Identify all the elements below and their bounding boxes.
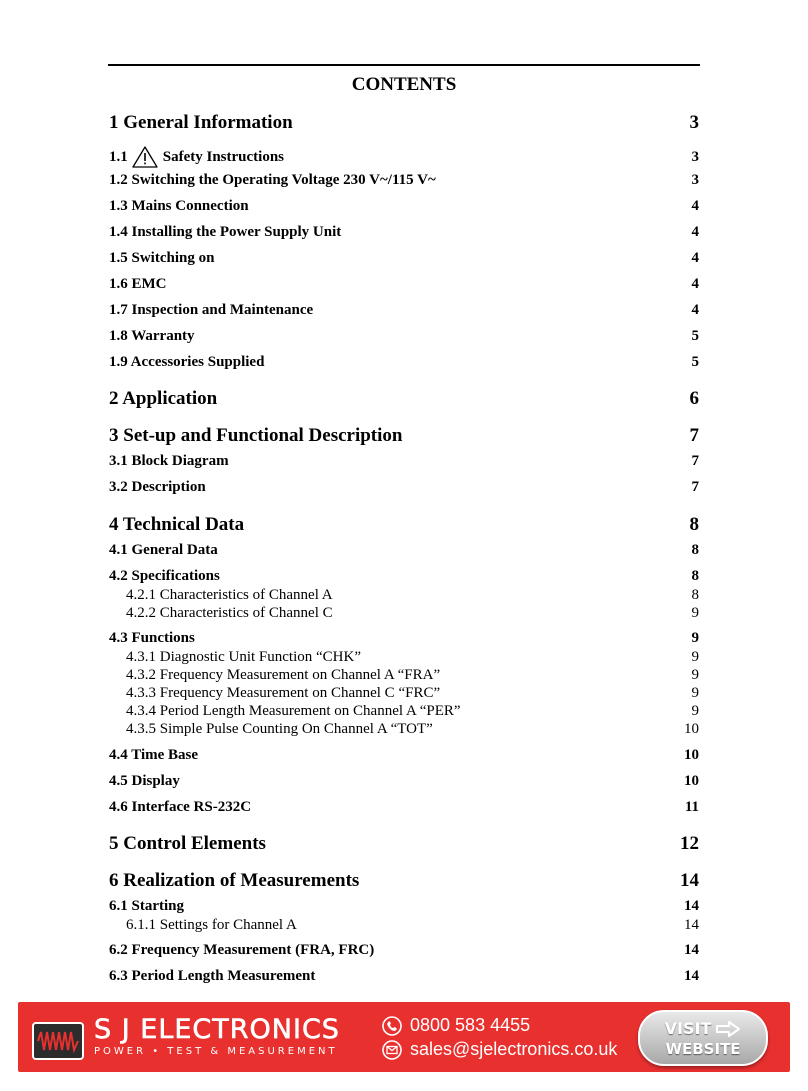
toc-entry[interactable] <box>109 388 699 410</box>
toc-entry-label <box>109 479 206 496</box>
toc-entry[interactable] <box>126 721 699 738</box>
toc-entry-text: 1.4 Installing the Power Supply Unit <box>109 224 342 240</box>
toc-entry-label <box>109 302 313 319</box>
toc-entry[interactable] <box>126 667 699 684</box>
toc-entry[interactable] <box>109 968 699 985</box>
toc-entry-text: 4.3.3 Frequency Measurement on Channel C “FRC” <box>126 685 441 701</box>
toc-entry-text: 4.3.1 Diagnostic Unit Function “CHK” <box>126 649 361 665</box>
toc-entry[interactable] <box>109 250 699 267</box>
toc-entry-text: Safety Instructions <box>162 148 285 165</box>
toc-entry[interactable] <box>126 685 699 702</box>
toc-page-number: 3 <box>689 112 699 133</box>
toc-page-number: 4 <box>691 224 699 240</box>
toc-page-number: 9 <box>691 685 699 701</box>
brand-name: S J ELECTRONICS <box>94 1014 340 1045</box>
page-title: CONTENTS <box>351 74 457 95</box>
toc-entry-text: 3.1 Block Diagram <box>109 453 229 469</box>
toc-entry-label <box>109 146 284 168</box>
toc-entry-label <box>109 453 229 470</box>
toc-entry-text: 5 Control Elements <box>109 833 266 854</box>
toc-entry-text: 6 Realization of Measurements <box>109 870 360 891</box>
toc-page-number: 11 <box>684 799 699 815</box>
toc-entry[interactable] <box>109 747 699 764</box>
toc-entry-text: 4.2 Specifications <box>109 568 220 584</box>
toc-entry[interactable] <box>109 146 699 168</box>
toc-entry-text: 4.4 Time Base <box>109 747 199 763</box>
toc-entry-label <box>126 721 433 738</box>
toc-entry[interactable] <box>109 799 699 816</box>
toc-page-number: 4 <box>691 302 699 318</box>
toc-entry[interactable] <box>109 453 699 470</box>
advert-banner[interactable] <box>18 1002 790 1072</box>
toc-page-number: 14 <box>684 942 699 958</box>
phone-number: 0800 583 4455 <box>410 1015 531 1035</box>
toc-entry[interactable] <box>109 898 699 915</box>
toc-entry-label <box>109 112 293 134</box>
toc-entry-text: 4.3.2 Frequency Measurement on Channel A “FRA” <box>126 667 441 683</box>
arrow-right-icon <box>715 1021 741 1037</box>
toc-entry-label <box>109 747 198 764</box>
toc-entry-text: 4.2.1 Characteristics of Channel A <box>126 587 333 603</box>
toc-entry-label <box>109 630 195 647</box>
toc-entry[interactable] <box>109 112 699 134</box>
toc-entry-label <box>126 605 333 622</box>
toc-entry-label <box>109 799 251 816</box>
toc-entry-label <box>109 198 249 215</box>
toc-entry-text: 1.5 Switching on <box>109 250 215 266</box>
toc-entry[interactable] <box>109 224 699 241</box>
toc-entry-label <box>109 968 315 985</box>
toc-page-number: 3 <box>691 148 699 165</box>
toc-entry-text: 4.2.2 Characteristics of Channel C <box>126 605 333 621</box>
toc-page-number: 14 <box>680 870 699 891</box>
toc-entry-label <box>109 328 195 345</box>
toc-entry-text: 4.3 Functions <box>109 630 195 646</box>
toc-entry-text: 3 Set-up and Functional Description <box>109 425 403 446</box>
toc-entry-text: 4.1 General Data <box>109 542 218 558</box>
toc-entry[interactable] <box>126 917 699 934</box>
toc-entry-label <box>109 942 374 959</box>
toc-entry[interactable] <box>109 870 699 892</box>
toc-page-number: 9 <box>691 630 699 646</box>
toc-entry-text: 2 Application <box>109 388 218 409</box>
email-icon <box>382 1040 402 1060</box>
toc-entry-text: 1.7 Inspection and Maintenance <box>109 302 314 318</box>
toc-entry[interactable] <box>109 479 699 496</box>
toc-entry-label <box>109 425 402 447</box>
toc-page-number: 12 <box>680 833 699 854</box>
toc-entry-text: 4 Technical Data <box>109 514 245 535</box>
toc-entry[interactable] <box>126 587 699 604</box>
toc-entry-label <box>126 703 461 720</box>
toc-entry-label <box>109 250 214 267</box>
toc-entry-label <box>126 917 297 934</box>
toc-page-number: 10 <box>684 747 699 763</box>
toc-entry-label <box>109 224 341 241</box>
toc-entry-text: 4.3.4 Period Length Measurement on Channel A “PER” <box>126 703 461 719</box>
toc-entry-label <box>109 568 220 585</box>
toc-entry[interactable] <box>109 630 699 647</box>
toc-entry-label <box>109 833 266 855</box>
toc-page-number: 4 <box>691 198 699 214</box>
email-address: sales@sjelectronics.co.uk <box>410 1039 618 1059</box>
toc-page-number: 14 <box>684 968 699 984</box>
phone-icon <box>382 1016 402 1036</box>
toc-page-number: 7 <box>691 453 699 469</box>
toc-entry-text: 6.3 Period Length Measurement <box>109 968 316 984</box>
toc-entry-label <box>126 667 440 684</box>
toc-entry[interactable] <box>109 302 699 319</box>
toc-page-number: 8 <box>691 568 699 584</box>
toc-page-number: 10 <box>684 721 699 737</box>
toc-page-number: 5 <box>691 354 699 370</box>
toc-page-number: 3 <box>691 172 699 188</box>
toc-entry-text: 4.6 Interface RS-232C <box>109 799 252 815</box>
toc-entry-text: 4.5 Display <box>109 773 180 789</box>
toc-entry-text: 4.3.5 Simple Pulse Counting On Channel A “TOT” <box>126 721 433 737</box>
toc-entry-label <box>109 542 218 559</box>
toc-page-number: 9 <box>691 605 699 621</box>
toc-entry-text: 1.3 Mains Connection <box>109 198 249 214</box>
toc-entry-label <box>109 354 264 371</box>
toc-entry-text: 6.1.1 Settings for Channel A <box>126 917 297 933</box>
toc-entry[interactable] <box>126 703 699 720</box>
toc-entry-label <box>126 587 333 604</box>
toc-entry-text: 3.2 Description <box>109 479 206 495</box>
toc-page-number: 9 <box>691 703 699 719</box>
toc-entry-label <box>109 172 436 189</box>
toc-entry-text: 1.2 Switching the Operating Voltage 230 V~/115 V~ <box>109 172 436 188</box>
email-contact[interactable] <box>382 1039 617 1060</box>
toc-page-number: 14 <box>684 917 699 933</box>
toc-entry-text: 1.9 Accessories Supplied <box>109 354 265 370</box>
toc-entry-label <box>109 388 217 410</box>
toc-entry[interactable] <box>109 542 699 559</box>
toc-entry[interactable] <box>109 425 699 447</box>
toc-page-number: 7 <box>689 425 699 446</box>
toc-entry-text: 6.1 Starting <box>109 898 184 914</box>
toc-entry[interactable] <box>109 942 699 959</box>
toc-page-number: 9 <box>691 667 699 683</box>
toc-entry-text: 1.6 EMC <box>109 276 167 292</box>
toc-entry[interactable] <box>109 198 699 215</box>
toc-page-number: 5 <box>691 328 699 344</box>
toc-page-number: 14 <box>684 898 699 914</box>
toc-entry-label <box>126 649 361 666</box>
phone-contact[interactable] <box>382 1015 530 1036</box>
toc-entry[interactable] <box>109 833 699 855</box>
toc-entry[interactable] <box>109 172 699 189</box>
warning-triangle-icon <box>132 146 158 168</box>
website-label: WEBSITE <box>665 1040 741 1058</box>
visit-website-button[interactable] <box>638 1010 768 1066</box>
toc-entry-text: 1.8 Warranty <box>109 328 195 344</box>
waveform-logo-icon <box>32 1022 84 1060</box>
toc-entry[interactable] <box>126 649 699 666</box>
visit-label: VISIT <box>664 1019 712 1038</box>
toc-page-number: 9 <box>691 649 699 665</box>
toc-entry-label <box>109 898 184 915</box>
toc-entry-label <box>109 773 180 790</box>
toc-entry[interactable] <box>109 328 699 345</box>
toc-page-number: 7 <box>691 479 699 495</box>
toc-entry[interactable] <box>126 605 699 622</box>
toc-entry[interactable] <box>109 773 699 790</box>
toc-entry-label <box>109 276 167 293</box>
toc-page-number: 6 <box>689 388 699 409</box>
toc-entry[interactable] <box>109 354 699 371</box>
toc-entry[interactable] <box>109 514 699 536</box>
toc-page-number: 4 <box>691 250 699 266</box>
toc-page-number: 8 <box>689 514 699 535</box>
toc-entry[interactable] <box>109 568 699 585</box>
toc-page-number: 10 <box>684 773 699 789</box>
toc-entry-text: 6.2 Frequency Measurement (FRA, FRC) <box>109 942 375 958</box>
toc-entry[interactable] <box>109 276 699 293</box>
toc-page-number: 4 <box>691 276 699 292</box>
toc-entry-label <box>109 514 244 536</box>
toc-entry-number: 1.1 <box>109 148 128 165</box>
toc-entry-text: 1 General Information <box>109 112 293 133</box>
toc-page-number: 8 <box>691 542 699 558</box>
toc-entry-label <box>109 870 359 892</box>
brand-tagline: POWER • TEST & MEASUREMENT <box>94 1046 338 1057</box>
toc-page-number: 8 <box>691 587 699 603</box>
toc-entry-label <box>126 685 440 702</box>
